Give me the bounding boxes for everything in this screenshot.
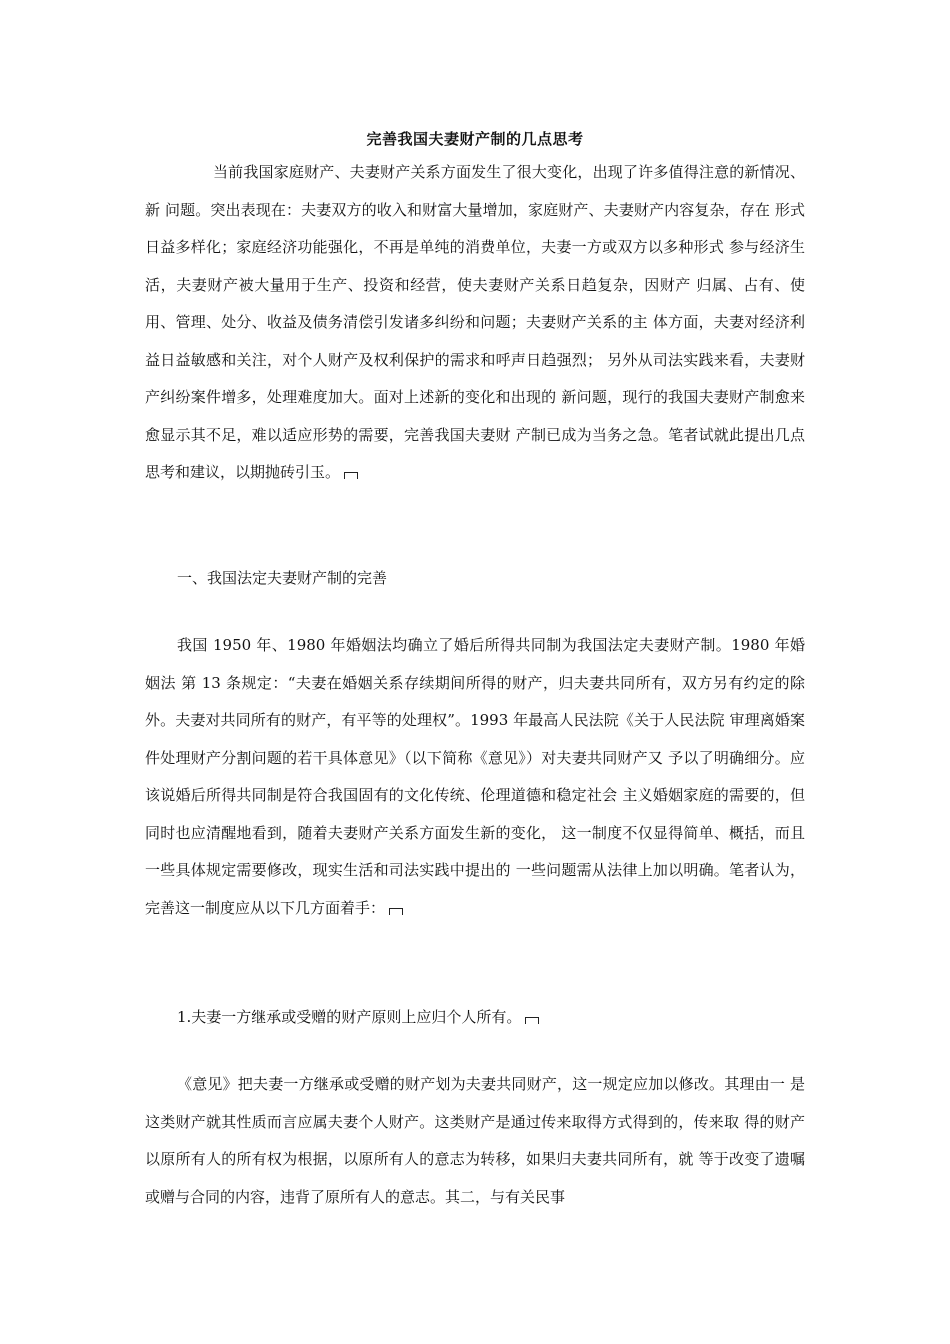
subsection1-paragraph [145,1066,805,1216]
paragraph-mark-icon [389,908,403,915]
paragraph-mark-icon [525,1017,539,1024]
section1-paragraph [145,627,805,927]
paragraph-mark-icon [344,472,358,479]
subsection-heading-1 [177,1005,539,1029]
subsection1-heading-text: 1.夫妻一方继承或受赠的财产原则上应归个人所有。 [177,1008,522,1026]
section1-text: 我国 1950 年、1980 年婚姻法均确立了婚后所得共同制为我国法定夫妻财产制。1980 年婚姻法 第 13 条规定：“夫妻在婚姻关系存续期间所得的财产，归夫妻共同所有，双方另有约定的除 外。夫妻对共同所有的财产，有平等的处理权”。1993 年最高人民法院《关于人民法院 审理离婚案件处理财产分割问题的若干具体意见》（以下简称《意见》）对夫妻共同财产又 予以了明确细分。应该说婚后所得共同制是符合我国固有的文化传统、伦理道德和稳定社会 主义婚姻家庭的需要的，但同时也应清醒地看到，随着夫妻财产关系方面发生新的变化， 这一制度不仅显得简单、概括，而且一些具体规定需要修改，现实生活和司法实践中提出的 一些问题需从法律上加以明确。笔者认为，完善这一制度应从以下几方面着手： [145,636,805,917]
intro-paragraph [145,154,805,492]
intro-text: 当前我国家庭财产、夫妻财产关系方面发生了很大变化，出现了许多值得注意的新情况、新 问题。突出表现在：夫妻双方的收入和财富大量增加，家庭财产、夫妻财产内容复杂，存在 形式日益多样化；家庭经济功能强化，不再是单纯的消费单位，夫妻一方或双方以多种形式 参与经济生活，夫妻财产被大量用于生产、投资和经营，使夫妻财产关系日趋复杂，因财产 归属、占有、使用、管理、处分、收益及债务清偿引发诸多纠纷和问题；夫妻财产关系的主 体方面，夫妻对经济利益日益敏感和关注，对个人财产及权利保护的需求和呼声日趋强烈； 另外从司法实践来看，夫妻财产纠纷案件增多，处理难度加大。面对上述新的变化和出现的 新问题，现行的我国夫妻财产制愈来愈显示其不足，难以适应形势的需要，完善我国夫妻财 产制已成为当务之急。笔者试就此提出几点思考和建议，以期抛砖引玉。 [145,163,805,481]
subsection1-text: 《意见》把夫妻一方继承或受赠的财产划为夫妻共同财产，这一规定应加以修改。其理由一 是这类财产就其性质而言应属夫妻个人财产。这类财产是通过传来取得方式得到的，传来取 得的财产以原所有人的所有权为根据，以原所有人的意志为转移，如果归夫妻共同所有，就 等于改变了遗嘱或赠与合同的内容，违背了原所有人的意志。其二，与有关民事 [145,1075,805,1206]
document-title: 完善我国夫妻财产制的几点思考 [366,130,584,148]
section-heading-1: 一、我国法定夫妻财产制的完善 [177,569,388,587]
